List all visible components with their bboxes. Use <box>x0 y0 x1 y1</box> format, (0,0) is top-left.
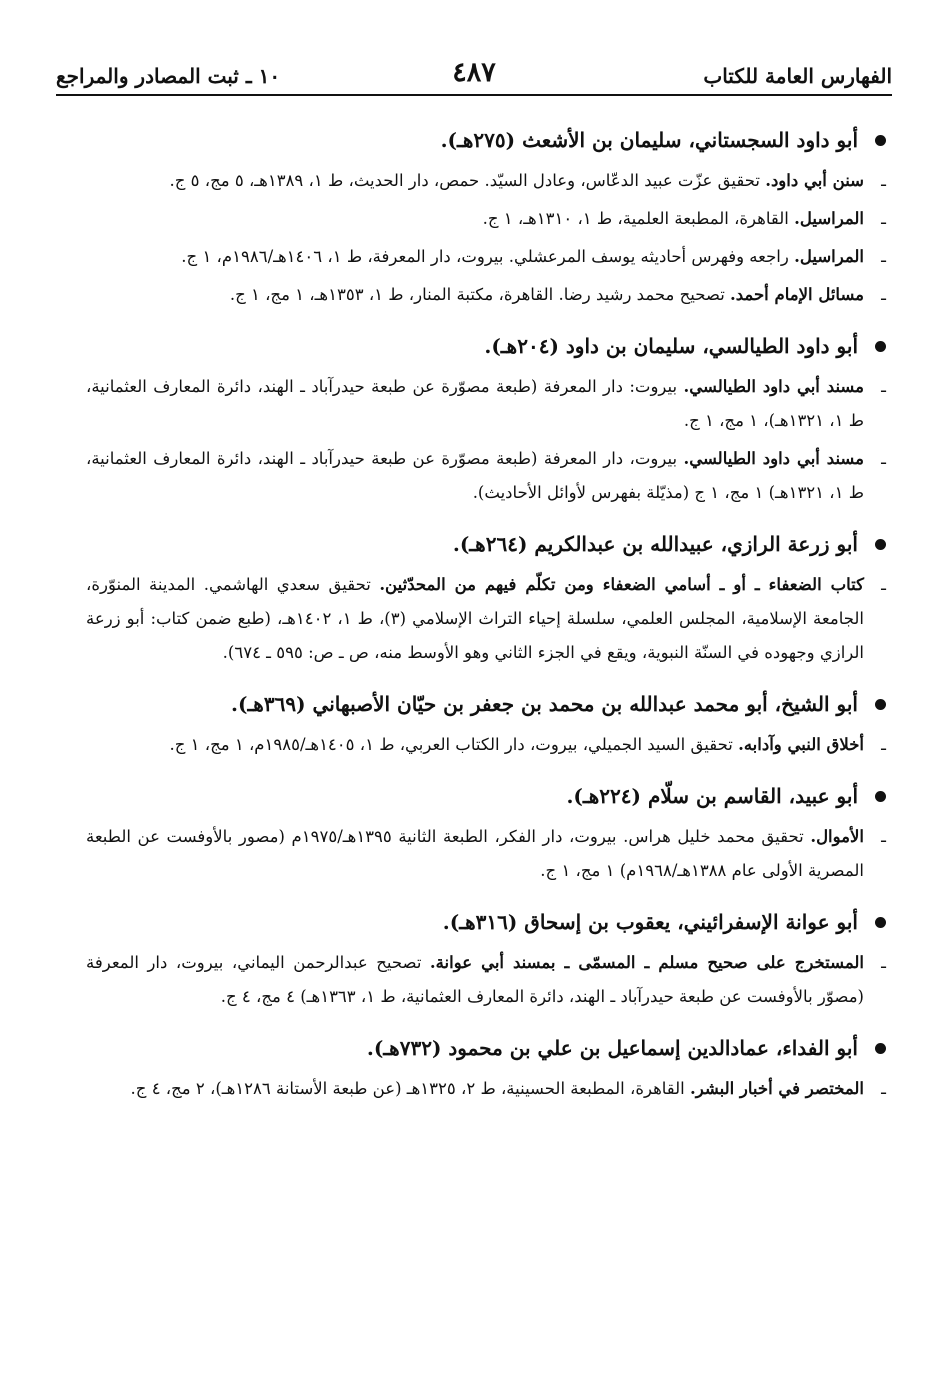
work-details: بيروت: دار المعرفة (طبعة مصوّرة عن طبعة حيدرآباد ـ الهند، دائرة المعارف العثمانية، ط ١، ١٣٢١هـ)، ١ مج، ١ ج. <box>86 377 864 430</box>
work-title: مسند أبي داود الطيالسي. <box>683 449 864 468</box>
work-details: تحقيق السيد الجميلي، بيروت، دار الكتاب العربي، ط ١، ١٤٠٥هـ/١٩٨٥م، ١ مج، ١ ج. <box>169 735 739 754</box>
work-title: المراسيل. <box>794 209 864 228</box>
author-heading <box>86 1032 886 1064</box>
work-title: المختصر في أخبار البشر. <box>690 1079 864 1098</box>
running-header <box>56 50 892 96</box>
bullet-icon <box>875 341 886 352</box>
author-heading <box>86 688 886 720</box>
work-details: تصحيح عبدالرحمن اليماني، بيروت، دار المعرفة (مصوّر بالأوفست عن طبعة حيدرآباد ـ الهند، دائرة المعارف العثمانية، ط ١، ١٣٦٣هـ) ٤ مج، ٤ ج. <box>86 953 864 1006</box>
bullet-icon <box>875 135 886 146</box>
bullet-icon <box>875 699 886 710</box>
author-name: أبو الفداء، عمادالدين إسماعيل بن علي بن محمود (٧٣٢هـ). <box>366 1036 858 1060</box>
bullet-icon <box>875 791 886 802</box>
work-title: سنن أبي داود. <box>765 171 864 190</box>
work-title: المراسيل. <box>794 247 864 266</box>
author-name: أبو الشيخ، أبو محمد عبدالله بن محمد بن جعفر بن حيّان الأصبهاني (٣٦٩هـ). <box>231 692 858 716</box>
author-heading <box>86 780 886 812</box>
author-name: أبو داود الطيالسي، سليمان بن داود (٢٠٤هـ). <box>484 334 858 358</box>
work-item <box>86 202 886 236</box>
bibliography-entry <box>86 330 886 510</box>
author-heading <box>86 528 886 560</box>
work-title: مسائل الإمام أحمد. <box>730 285 864 304</box>
dash-marker: ـ <box>881 1079 886 1098</box>
work-details: راجعه وفهرس أحاديثه يوسف المرعشلي. بيروت، دار المعرفة، ط ١، ١٤٠٦هـ/١٩٨٦م، ١ ج. <box>181 247 795 266</box>
bullet-icon <box>875 917 886 928</box>
dash-marker: ـ <box>881 735 886 754</box>
dash-marker: ـ <box>881 209 886 228</box>
bibliography-entry <box>86 124 886 312</box>
header-section-title: ١٠ ـ ثبت المصادر والمراجع <box>56 64 281 88</box>
bullet-icon <box>875 1043 886 1054</box>
bullet-icon <box>875 539 886 550</box>
bibliography-list <box>86 124 886 1124</box>
author-heading <box>86 906 886 938</box>
work-item <box>86 1072 886 1106</box>
work-title: الأموال. <box>810 827 865 846</box>
dash-marker: ـ <box>881 449 886 468</box>
work-details: القاهرة، المطبعة العلمية، ط ١، ١٣١٠هـ، ١ ج. <box>482 209 795 228</box>
dash-marker: ـ <box>881 247 886 266</box>
work-item <box>86 164 886 198</box>
dash-marker: ـ <box>881 953 886 972</box>
author-name: أبو عبيد، القاسم بن سلّام (٢٢٤هـ). <box>566 784 858 808</box>
page-number: ٤٨٧ <box>452 57 496 88</box>
work-details: بيروت، دار المعرفة (طبعة مصوّرة عن طبعة حيدرآباد ـ الهند، دائرة المعارف العثمانية، ط ١، ١٣٢١هـ) ١ مج، ١ ج (مذيّلة بفهرس لأوائل الأحاديث). <box>86 449 864 502</box>
dash-marker: ـ <box>881 575 886 594</box>
work-item <box>86 728 886 762</box>
dash-marker: ـ <box>881 377 886 396</box>
bibliography-entry <box>86 1032 886 1106</box>
author-name: أبو عوانة الإسفرائيني، يعقوب بن إسحاق (٣١٦هـ). <box>442 910 858 934</box>
dash-marker: ـ <box>881 285 886 304</box>
bibliography-entry <box>86 528 886 670</box>
work-item <box>86 946 886 1014</box>
work-details: تحقيق محمد خليل هراس. بيروت، دار الفكر، الطبعة الثانية ١٣٩٥هـ/١٩٧٥م (مصور بالأوفست عن الطبعة المصرية الأولى عام ١٣٨٨هـ/١٩٦٨م) ١ مج، ١ ج. <box>86 827 864 880</box>
work-item <box>86 240 886 274</box>
work-title: أخلاق النبي وآدابه. <box>738 735 864 754</box>
work-item <box>86 442 886 510</box>
dash-marker: ـ <box>881 827 886 846</box>
work-details: تحقيق عزّت عبيد الدعّاس، وعادل السيّد. حمص، دار الحديث، ط ١، ١٣٨٩هـ، ٥ مج، ٥ ج. <box>169 171 766 190</box>
work-title: مسند أبي داود الطيالسي. <box>683 377 864 396</box>
work-title: كتاب الضعفاء ـ أو ـ أسامي الضعفاء ومن تكلّم فيهم من المحدّثين. <box>379 575 864 594</box>
author-heading <box>86 330 886 362</box>
work-item <box>86 370 886 438</box>
work-details: تصحيح محمد رشيد رضا. القاهرة، مكتبة المنار، ط ١، ١٣٥٣هـ، ١ مج، ١ ج. <box>229 285 731 304</box>
author-name: أبو داود السجستاني، سليمان بن الأشعث (٢٧٥هـ). <box>440 128 858 152</box>
work-details: القاهرة، المطبعة الحسينية، ط ٢، ١٣٢٥هـ (عن طبعة الأستانة ١٢٨٦هـ)، ٢ مج، ٤ ج. <box>130 1079 691 1098</box>
work-item <box>86 820 886 888</box>
author-heading <box>86 124 886 156</box>
dash-marker: ـ <box>881 171 886 190</box>
author-name: أبو زرعة الرازي، عبيدالله بن عبدالكريم (٢٦٤هـ). <box>452 532 858 556</box>
work-item <box>86 278 886 312</box>
work-title: المستخرج على صحيح مسلم ـ المسمّى ـ بمسند أبي عوانة. <box>429 953 864 972</box>
work-details: تحقيق سعدي الهاشمي. المدينة المنوّرة، الجامعة الإسلامية، المجلس العلمي، سلسلة إحياء التراث الإسلامي (٣)، ط ١، ١٤٠٢هـ، (طبع ضمن كتاب: أبو زرعة الرازي وجهوده في السنّة النبوية، ويقع في الجزء الثاني وهو الأوسط منه، ص ـ ص: ٥٩٥ ـ ٦٧٤). <box>86 575 864 662</box>
header-book-title: الفهارس العامة للكتاب <box>703 64 892 88</box>
bibliography-entry <box>86 906 886 1014</box>
work-item <box>86 568 886 670</box>
bibliography-entry <box>86 688 886 762</box>
bibliography-entry <box>86 780 886 888</box>
